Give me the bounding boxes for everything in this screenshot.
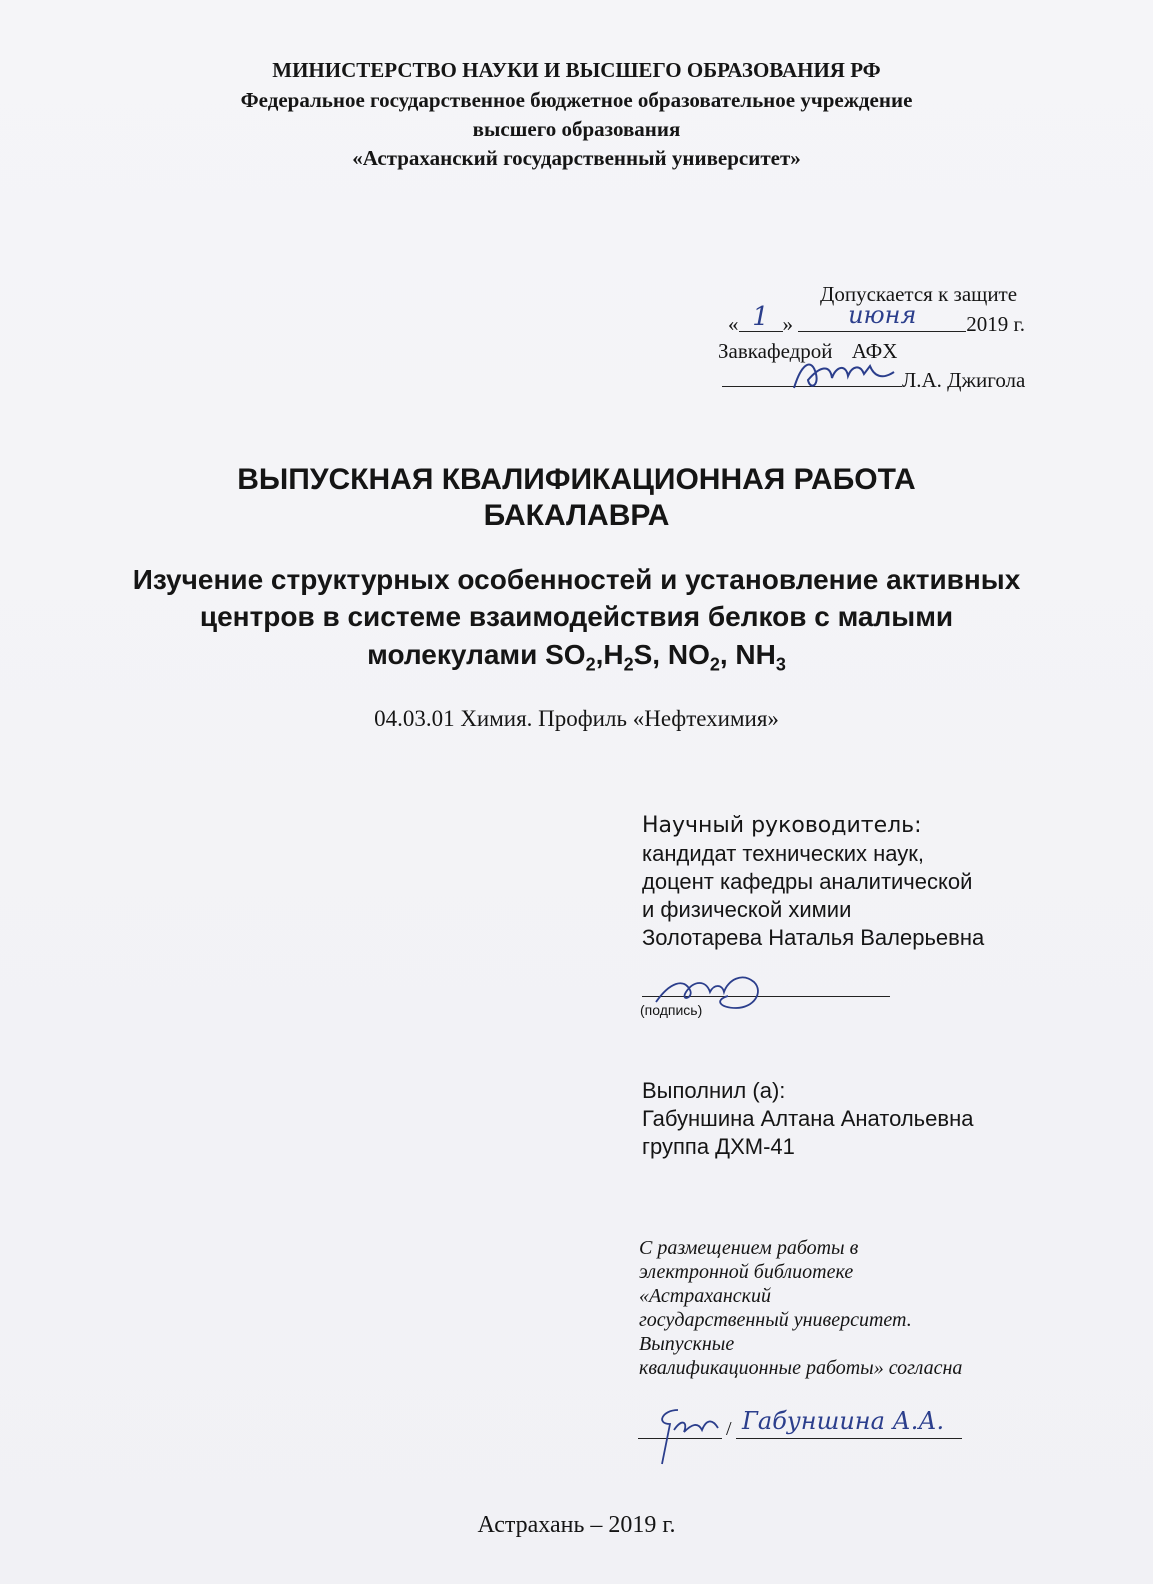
topic-line3-prefix: молекулами SO <box>367 639 586 670</box>
consent-line4: государственный университет. <box>639 1309 912 1331</box>
quote-open: « <box>728 312 739 336</box>
supervisor-degree: кандидат технических наук, <box>642 841 925 866</box>
subscript: 2 <box>709 654 720 675</box>
department-code: АФХ <box>851 339 898 363</box>
consent-line3: «Астраханский <box>639 1285 772 1307</box>
subscript: 2 <box>585 654 596 675</box>
day-field <box>739 302 783 332</box>
separator: / <box>726 1418 732 1440</box>
supervisor-signature <box>650 962 770 1022</box>
supervisor-heading: Научный руководитель: <box>642 813 922 838</box>
topic-line3-part: S, NO <box>633 639 710 670</box>
supervisor-name: Золотарева Наталья Валерьевна <box>642 925 985 950</box>
student-name: Габуншина Алтана Анатольевна <box>642 1106 974 1131</box>
topic-line1: Изучение структурных особенностей и установление активных <box>132 564 1021 595</box>
consent-line2: электронной библиотеке <box>639 1261 854 1283</box>
admission-year: 2019 г. <box>966 312 1025 336</box>
work-type-line1: ВЫПУСКНАЯ КВАЛИФИКАЦИОННАЯ РАБОТА <box>237 463 916 496</box>
topic-line2: центров в системе взаимодействия белков с малыми <box>199 601 954 632</box>
city-year: Астрахань – 2019 г. <box>477 1512 676 1538</box>
month-handwritten: июня <box>848 301 917 329</box>
student-group: группа ДХМ-41 <box>642 1134 795 1159</box>
supervisor-block <box>642 812 984 952</box>
head-signature <box>790 352 900 397</box>
topic-line3-part: ,H <box>595 639 624 670</box>
month-field <box>798 301 966 332</box>
consent-line6: квалификационные работы» согласна <box>639 1357 963 1379</box>
consent-line1: С размещением работы в <box>639 1237 859 1259</box>
head-label: Завкафедрой <box>718 339 833 363</box>
subscript: 3 <box>775 654 786 675</box>
admission-label: Допускается к защите <box>820 282 1018 306</box>
student-heading: Выполнил (а): <box>642 1078 786 1103</box>
topic-line3-part: , NH <box>719 639 776 670</box>
consent-block <box>639 1236 962 1380</box>
institution-level: высшего образования <box>472 117 681 141</box>
head-name: Л.А. Джигола <box>902 368 1026 392</box>
topic-line3 <box>0 637 1153 683</box>
university-name: «Астраханский государственный университет» <box>352 146 801 170</box>
quote-close: » <box>782 312 793 336</box>
specialty: 04.03.01 Химия. Профиль «Нефтехимия» <box>374 706 779 731</box>
institution-type: Федеральное государственное бюджетное образовательное учреждение <box>240 88 913 112</box>
ministry-heading: МИНИСТЕРСТВО НАУКИ И ВЫСШЕГО ОБРАЗОВАНИЯ РФ <box>272 58 881 82</box>
consent-line5: Выпускные <box>639 1333 735 1355</box>
day-handwritten: 1 <box>752 302 769 332</box>
student-signature <box>648 1400 728 1470</box>
supervisor-position: доцент кафедры аналитической <box>642 869 973 894</box>
work-type-line2: БАКАЛАВРА <box>483 499 670 532</box>
student-name-line <box>736 1438 962 1439</box>
student-block <box>642 1077 973 1161</box>
supervisor-department: и физической химии <box>642 897 852 922</box>
signature-label: (подпись) <box>640 1002 703 1018</box>
student-name-handwritten: Габуншина А.А. <box>742 1407 945 1435</box>
admission-date-line <box>728 301 1025 337</box>
subscript: 2 <box>623 654 634 675</box>
